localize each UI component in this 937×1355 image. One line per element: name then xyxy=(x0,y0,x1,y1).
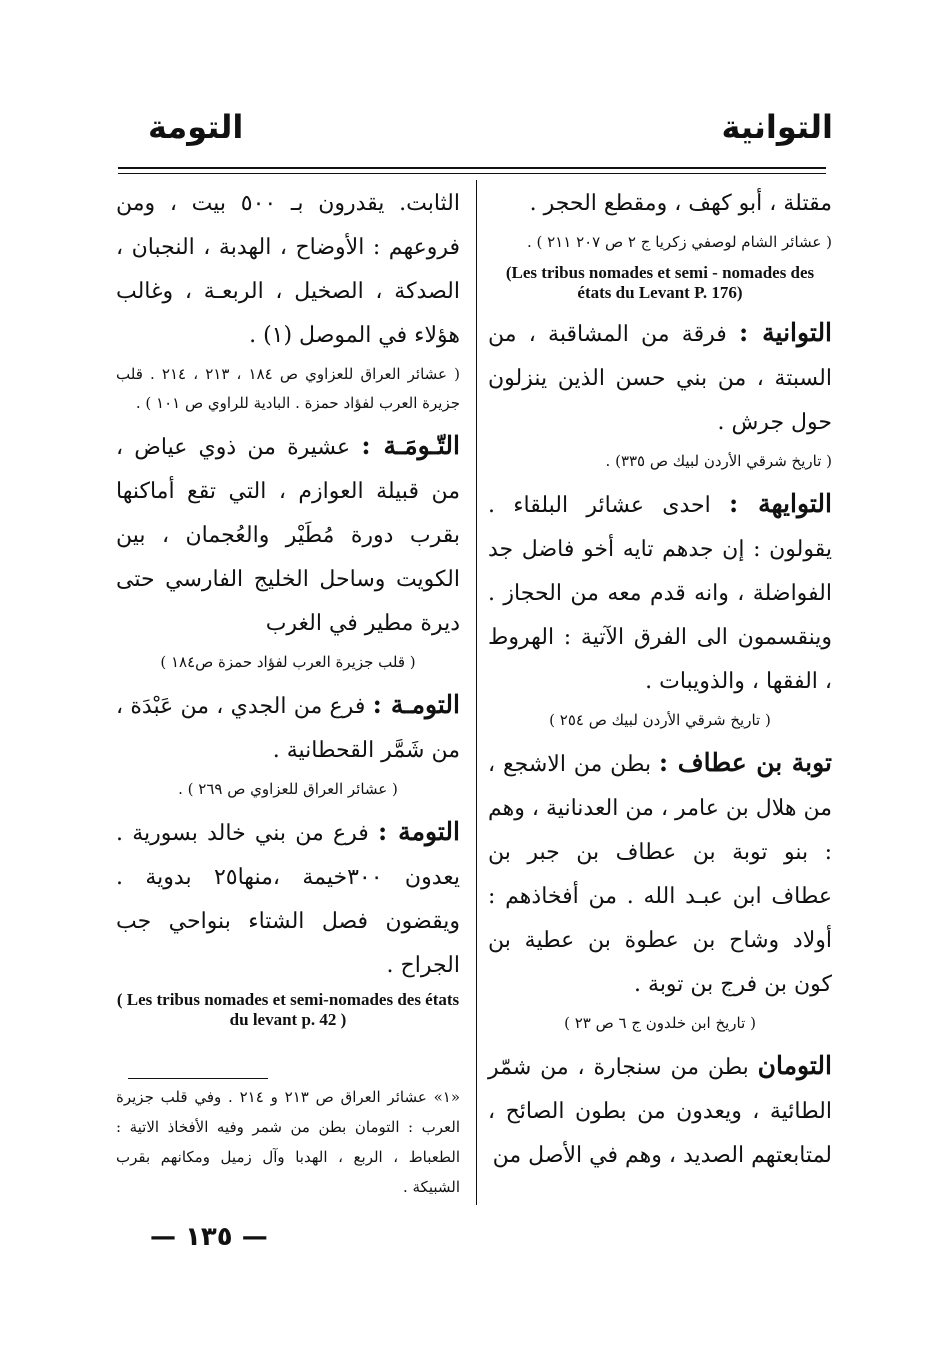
entry-tuma-3 xyxy=(116,810,460,988)
entry-text: الثابت. يقدرون بـ ٥٠٠ بيت ، ومن فروعهم : الأوضاح ، الهدبة ، النجبان ، الصدكة ، الصخيل ، الربعـة ، وغالب هؤلاء في الموصل (١) . xyxy=(116,191,460,348)
entry-heading: التومـة : xyxy=(372,690,460,719)
entry-heading: التوايهة : xyxy=(728,489,832,518)
entry-tawayha xyxy=(488,482,832,704)
entry-body: فرع من الجدي ، من عَبْدَة ، من شَمَّر القحطانية . xyxy=(116,694,460,763)
header-rule-thick xyxy=(118,167,826,169)
entry-tawba xyxy=(488,741,832,1007)
entry-body: فرع من بني خالد بسورية . يعدون ٣٠٠خيمة ،منها٢٥ بدوية . ويقضون فصل الشتاء بنواحي جب الجراح . xyxy=(116,821,460,978)
header-rule-thin xyxy=(118,173,826,174)
reference: ( عشائر الشام لوصفي زكريا ج ٢ ص ٢٠٧ ٢١١ ) . xyxy=(526,233,832,251)
entry-heading: توبة بن عطاف : xyxy=(658,748,832,777)
reference: ( تاريخ ابن خلدون ج ٦ ص ٢٣ ) xyxy=(564,1014,756,1032)
footnote-rule xyxy=(128,1078,268,1079)
page-number: — ١٣٥ — xyxy=(150,1222,268,1252)
footnote: «١» عشائر العراق ص ٢١٣ و ٢١٤ . وفي قلب جزيرة العرب : التومان بطن من شمر وفيه الأفخاذ الاتية : الطعباط ، الربع ، الهدبا وآل زميل ومكانهم بقرب الشبيكة . xyxy=(116,1088,461,1196)
entry-heading: التومة : xyxy=(378,817,460,846)
running-header-left: التومة xyxy=(148,108,244,146)
entry-tuman xyxy=(488,1044,832,1178)
reference: ( عشائر العراق للعزاوي ص ٢٦٩ ) . xyxy=(178,780,398,798)
reference: ( عشائر العراق للعزاوي ص ١٨٤ ، ٢١٣ ، ٢١٤ . قلب جزيرة العرب لفؤاد حمزة . البادية للراوي ص ١٠١ ) . xyxy=(116,365,460,412)
entry-text: مقتلة ، أبو كهف ، ومقطع الحجر . xyxy=(529,191,832,216)
entry-body: عشيرة من ذوي عياض ، من قبيلة العوازم ، التي تقع أماكنها بقرب دورة مُطَيْر والعُجمان ، بين الكويت وساحل الخليج الفارسي حتى ديرة مطير في الغرب xyxy=(116,435,460,636)
entry-tuma-2 xyxy=(116,683,460,773)
left-column xyxy=(116,182,460,1038)
entry-body: فرقة من المشاقبة ، من السبتة ، من بني حسن الذين ينزلون حول جرش . xyxy=(488,322,832,435)
entry-heading: التومان xyxy=(757,1051,832,1080)
entry-body: بطن من سنجارة ، من شمّر الطائية ، ويعدون من بطون الصائح ، لمتابعتهم الصديد ، وهم في الأصل من xyxy=(488,1055,832,1168)
entry-tuma-1 xyxy=(116,424,460,646)
latin-reference: ( Les tribus nomades et semi-nomades des états du levant p. 42 ) xyxy=(116,990,460,1029)
running-header-right: التوانية xyxy=(721,108,833,146)
right-column xyxy=(488,182,832,1178)
entry-tawaniya xyxy=(488,311,832,445)
entry-heading: التوانية : xyxy=(738,318,833,347)
entry-body: احدى عشائر البلقاء . يقولون : إن جدهم تايه أخو فاضل جد الفواضلة ، وانه قدم معه من الحجاز . وينقسمون الى الفرق الآتية : الهروط ، الفقها ، والذويبات . xyxy=(488,493,832,694)
column-divider xyxy=(476,180,477,1205)
entry-heading: التّـومَـة : xyxy=(361,431,460,460)
entry-body: بطن من الاشجع ، من هلال بن عامر ، من العدنانية ، وهم : بنو توبة بن عطاف بن جبر بن عطاف ابن عبـد الله . من أفخاذهم : أولاد وشاح بن عطوة بن عطية بن كون بن فرج بن توبة . xyxy=(488,752,832,997)
reference: ( قلب جزيرة العرب لفؤاد حمزة ص١٨٤ ) xyxy=(160,653,416,671)
latin-reference: (Les tribus nomades et semi - nomades des états du Levant P. 176) xyxy=(505,263,815,302)
reference: ( تاريخ شرقي الأردن لبيك ص ٢٥٤ ) xyxy=(549,711,771,729)
reference: ( تاريخ شرقي الأردن لبيك ص ٣٣٥) . xyxy=(605,452,832,470)
